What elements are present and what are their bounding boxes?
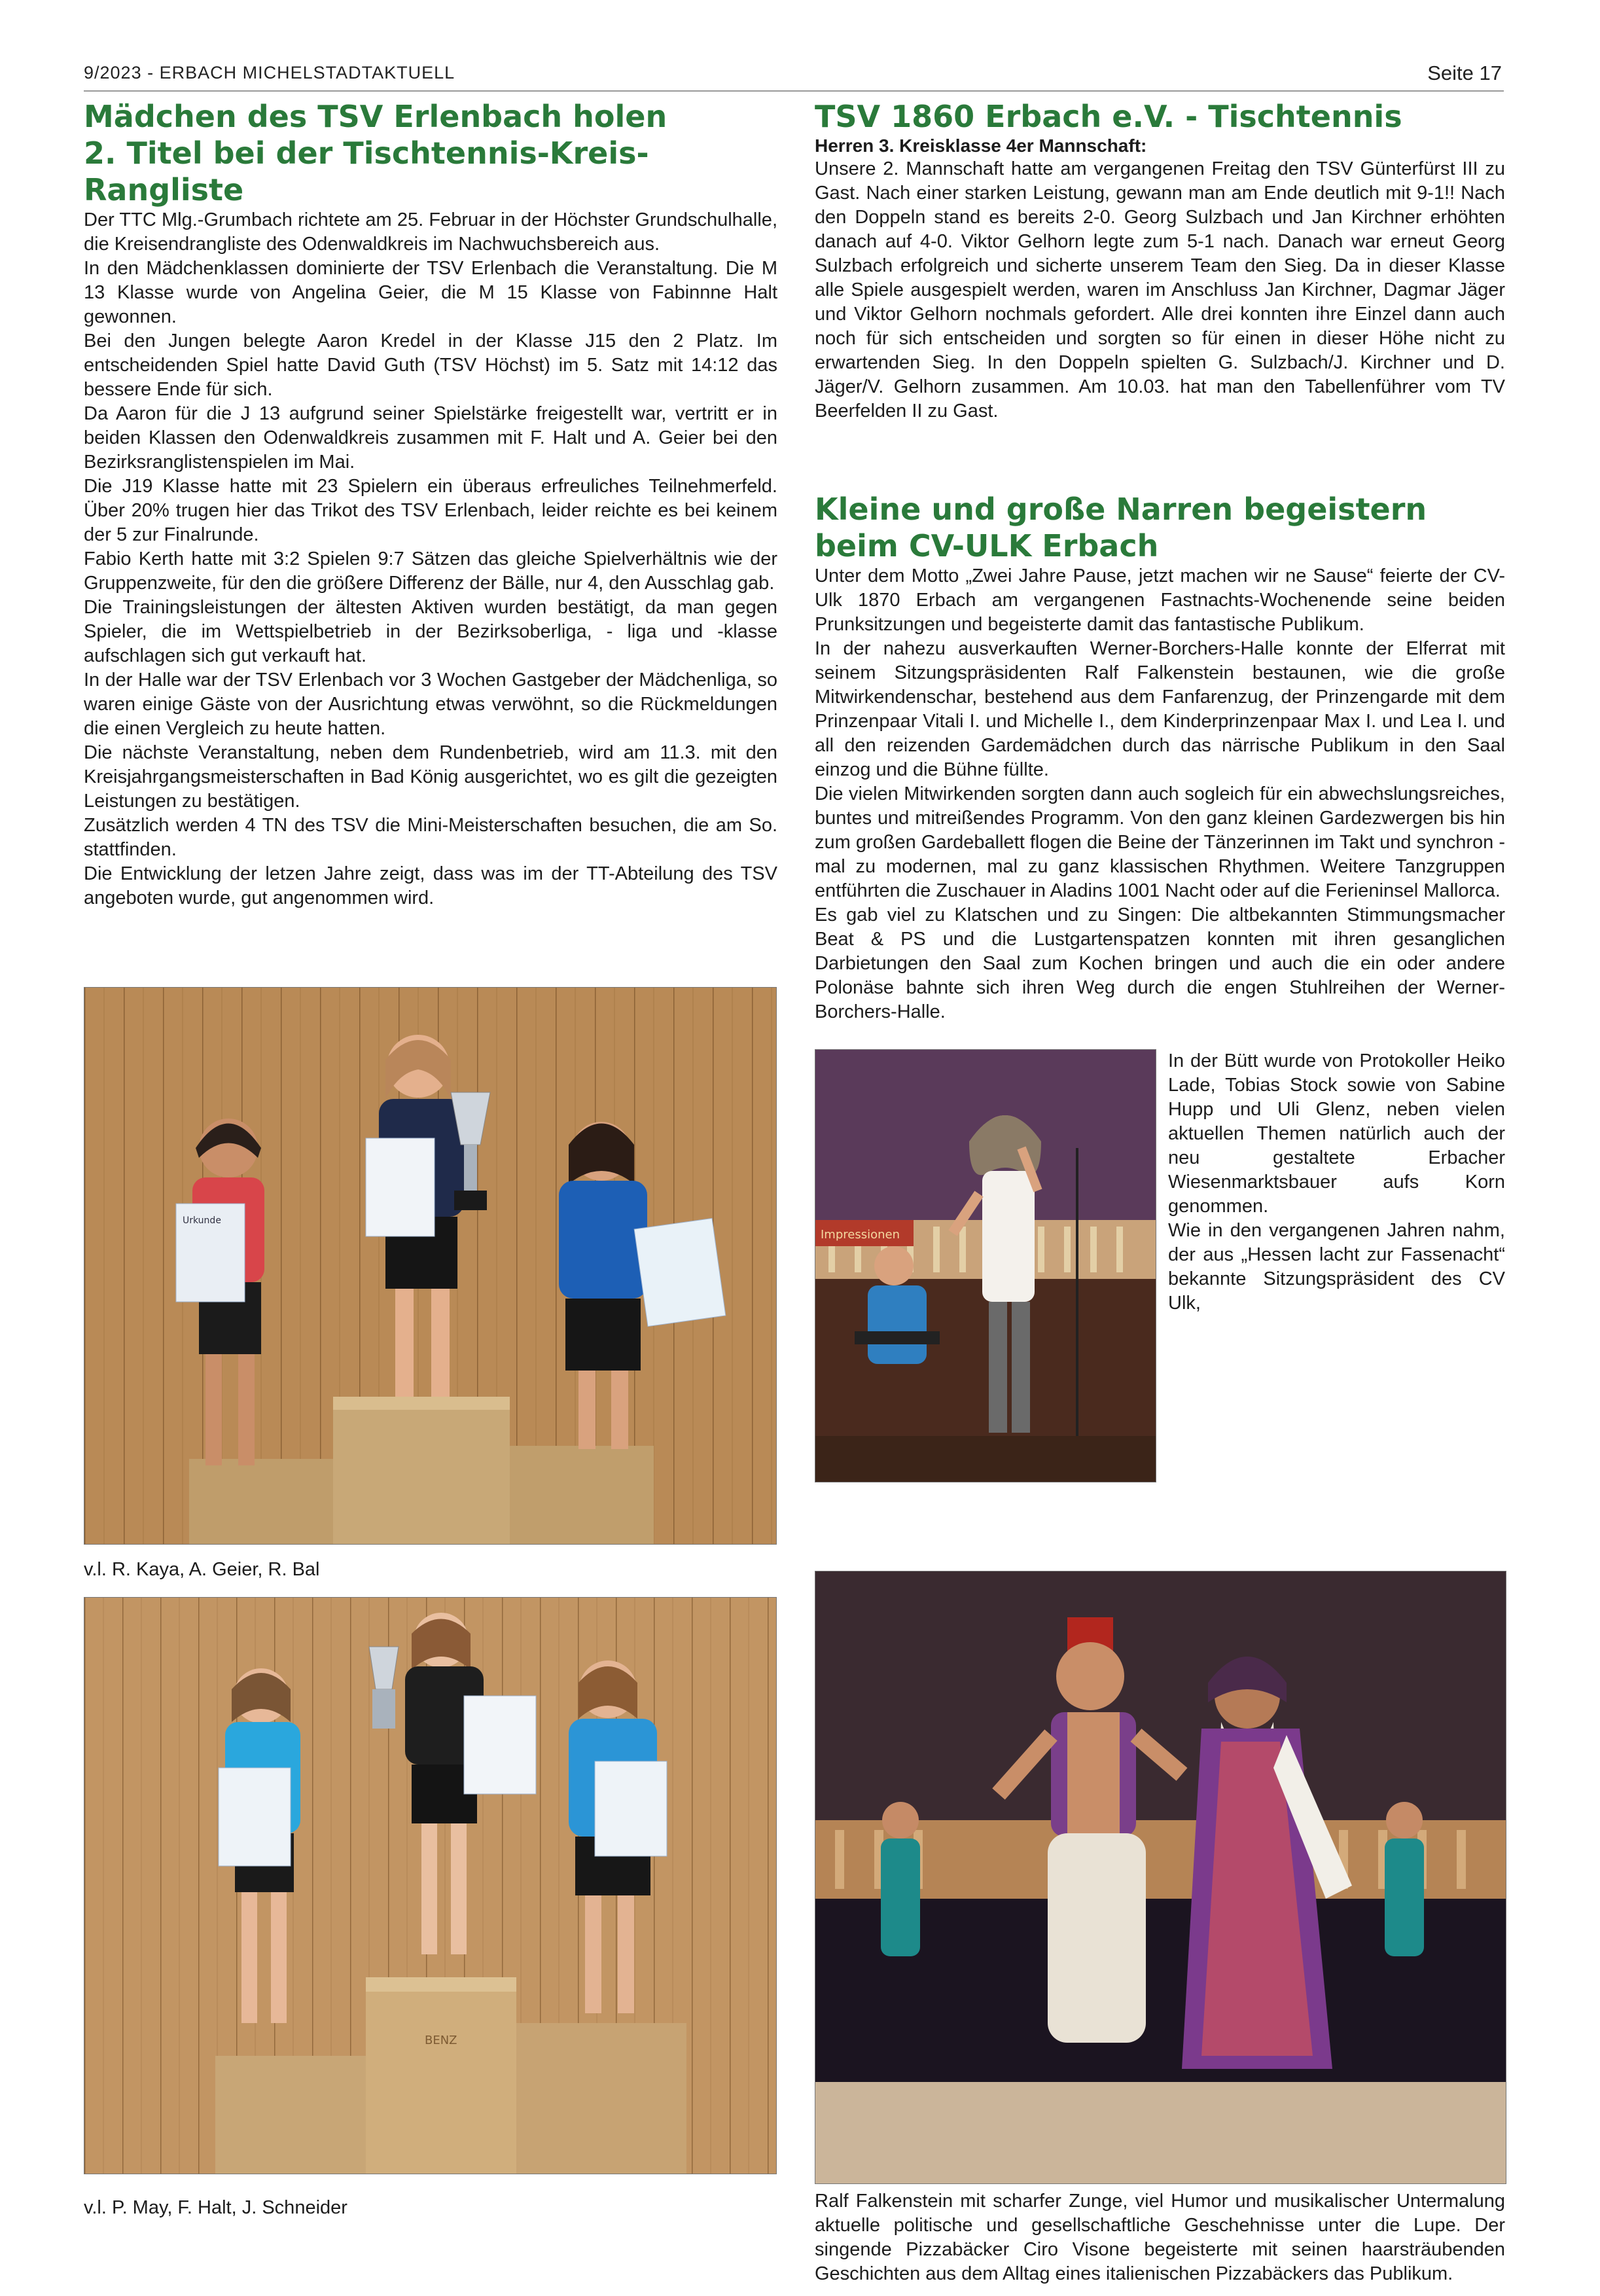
article1-title-line1: Mädchen des TSV Erlenbach holen — [84, 99, 667, 134]
article3-title-line2: beim CV-ULK Erbach — [815, 528, 1159, 564]
article2-subtitle: Herren 3. Kreisklasse 4er Mannschaft: — [815, 135, 1147, 156]
photo-podium-1-caption: v.l. R. Kaya, A. Geier, R. Bal — [84, 1559, 320, 1580]
article1-paragraph: Die Entwicklung der letzen Jahre zeigt, dass was im der TT-Abteilung des TSV angeboten wurde, gut angenommen wird. — [84, 863, 777, 908]
certificate-label: Urkunde — [183, 1215, 221, 1226]
podium-brand-label: BENZ — [425, 2034, 457, 2047]
article1-paragraph: Bei den Jungen belegte Aaron Kredel in der Klasse J15 den 2 Platz. Im entscheidenden Spiel hatte David Guth (TSV Höchst) im 5. Satz mit 14:12 das bessere Ende für sich. — [84, 331, 777, 400]
article1-paragraph: Da Aaron für die J 13 aufgrund seiner Spielstärke freigestellt war, vertritt er in beiden Klassen den Odenwaldkreis zusammen mit F. Halt und A. Geier bei den Bezirksranglistenspielen im Mai. — [84, 403, 777, 473]
article2-title: TSV 1860 Erbach e.V. - Tischtennis — [815, 99, 1402, 134]
photo-podium-1 — [84, 987, 777, 1545]
article1-paragraph: Die nächste Veranstaltung, neben dem Rundenbetrieb, wird am 11.3. mit den Kreisjahrgangsmeisterschaften in Bad König ausgerichtet, wo es gilt die gezeigten Leistungen zu bestätigen. — [84, 742, 777, 812]
article3-body — [815, 564, 1505, 1024]
article1-paragraph: Zusätzlich werden 4 TN des TSV die Mini-Meisterschaften besuchen, die am So. stattfinden. — [84, 815, 777, 860]
article3-side-text-2: Wie in den vergangenen Jahren nahm, der aus „Hessen lacht zur Fassenacht“ bekannte Sitzungspräsident des CV Ulk, — [1168, 1220, 1505, 1314]
stage-banner-label: Impressionen — [821, 1228, 900, 1242]
article-girls-ranking — [84, 98, 777, 910]
article-tsv-erbach — [815, 98, 1505, 423]
photo-aladdin-stage — [815, 1571, 1506, 2184]
article1-title-line2: 2. Titel bei der Tischtennis-Kreis-Rangliste — [84, 135, 649, 207]
issue-label: 9/2023 - ERBACH MICHELSTADTAKTUELL — [84, 63, 455, 82]
header-divider — [84, 90, 1504, 92]
article3-title-line1: Kleine und große Narren begeistern — [815, 492, 1427, 527]
article3-paragraph: Es gab viel zu Klatschen und zu Singen: Die altbekannten Stimmungsmacher Beat & PS und die Lustgartenspatzen konnten mit ihren gesanglichen Darbietungen den Saal zum Kochen bringen und auch die ein oder andere Polonäse bahnte sich ihren Weg durch die engen Stuhlreihen der Werner-Borchers-Halle. — [815, 905, 1505, 1022]
article3-side-column — [1168, 1049, 1505, 1316]
article3-paragraph: In der nahezu ausverkauften Werner-Borchers-Halle konnte der Elferrat mit seinem Sitzungspräsidenten Ralf Falkenstein bestaunen, wie die große Mitwirkendenschar, bestehend aus dem Fanfarenzug, der Prinzengarde mit dem Prinzenpaar Vitali I. und Michelle I., dem Kinderprinzenpaar Max I. und Lea I. und all den reizenden Gardemädchen durch das närrische Publikum in den Saal einzog und die Bühne füllte. — [815, 638, 1505, 780]
page-number: Seite 17 — [1427, 62, 1502, 84]
article1-paragraph: Die J19 Klasse hatte mit 23 Spielern ein überaus erfreuliches Teilnehmerfeld. Über 20% trugen hier das Trikot des TSV Erlenbach, leider reichte es bei keinem der 5 zur Finalrunde. — [84, 476, 777, 545]
article3-paragraph: Unter dem Motto „Zwei Jahre Pause, jetzt machen wir ne Sause“ feierte der CV-Ulk 1870 Erbach am vergangenen Fastnachts-Wochenende seine beiden Prunksitzungen und begeisterte damit das fantastische Publikum. — [815, 565, 1505, 635]
photo-podium-2 — [84, 1597, 777, 2174]
article2-body: Unsere 2. Mannschaft hatte am vergangenen Freitag den TSV Günterfürst III zu Gast. Nach einer starken Leistung, gewann man am Ende deutlich mit 9-1!! Nach den Doppeln stand es bereits 2-0. Georg Sulzbach und Jan Kirchner erhöhten danach auf 4-0. Viktor Gelhorn legte zum 5-1 nach. Danach war erneut Georg Sulzbach erfolgreich und sicherte unserem Team den Sieg. Da in dieser Klasse alle Spiele ausgespielt werden, waren im Anschluss Jan Kirchner, Dagmar Jäger und Viktor Gelhorn nochmals gefordert. Alle drei konnten ihre Einzel dann auch noch für sich entscheiden und sorgten so für einen in dieser Höhe nicht zu erwartenden Sieg. In den Doppeln spielten G. Sulzbach/J. Kirchner und D. Jäger/V. Gelhorn zusammen. Am 10.03. hat man den Tabellenführer vom TV Beerfelden II zu Gast. — [815, 158, 1505, 422]
article1-body — [84, 208, 777, 910]
article1-paragraph: Fabio Kerth hatte mit 3:2 Spielen 9:7 Sätzen das gleiche Spielverhältnis wie der Gruppenzweite, für den die größere Differenz der Bälle, nur 4, den Ausschlag gab. — [84, 548, 777, 594]
article-cv-ulk — [815, 491, 1505, 1024]
article1-paragraph: In der Halle war der TSV Erlenbach vor 3 Wochen Gastgeber der Mädchenliga, so waren einige Gäste von der Ausrichtung etwas verwöhnt, so die Rückmeldungen die einen Vergleich zu heute hatten. — [84, 670, 777, 739]
photo-aladdin-caption: Ralf Falkenstein mit scharfer Zunge, viel Humor und musikalischer Untermalung aktuelle politische und gesellschaftliche Geschehnisse unter die Lupe. Der singende Pizzabäcker Ciro Visone begeisterte mit seinen haarsträubenden Geschichten aus dem Alltag eines italienischen Pizzabäckers das Publikum. — [815, 2191, 1505, 2284]
photo-stage-singer — [815, 1049, 1156, 1482]
article1-paragraph: Die Trainingsleistungen der ältesten Aktiven wurden bestätigt, da man gegen Spieler, die im Wettspielbetrieb in der Bezirksoberliga, - liga und -klasse aufschlagen sich gut verkauft hat. — [84, 597, 777, 666]
article1-paragraph: In den Mädchenklassen dominierte der TSV Erlenbach die Veranstaltung. Die M 13 Klasse wurde von Angelina Geier, die M 15 Klasse von Fabinnne Halt gewonnen. — [84, 258, 777, 327]
photo-podium-2-caption: v.l. P. May, F. Halt, J. Schneider — [84, 2197, 347, 2218]
article3-paragraph: Die vielen Mitwirkenden sorgten dann auch sogleich für ein abwechslungsreiches, buntes und mitreißendes Programm. Von den ganz kleinen Gardezwergen bis hin zum großen Gardeballett flogen die Beine der Tänzerinnen im Takt und synchron - mal zu modernen, mal zu ganz klassischen Rhythmen. Weitere Tanzgruppen entführten die Zuschauer in Aladins 1001 Nacht oder auf die Ferieninsel Mallorca. — [815, 783, 1505, 901]
article3-side-text: In der Bütt wurde von Protokoller Heiko Lade, Tobias Stock sowie von Sabine Hupp und Uli Glenz, neben vielen aktuellen Themen natürlich auch der neu gestaltete Erbacher Wiesenmarktsbauer aufs Korn genommen. — [1168, 1050, 1505, 1217]
article1-paragraph: Der TTC Mlg.-Grumbach richtete am 25. Februar in der Höchster Grundschulhalle, die Kreisendrangliste des Odenwaldkreis im Nachwuchsbereich aus. — [84, 209, 777, 255]
